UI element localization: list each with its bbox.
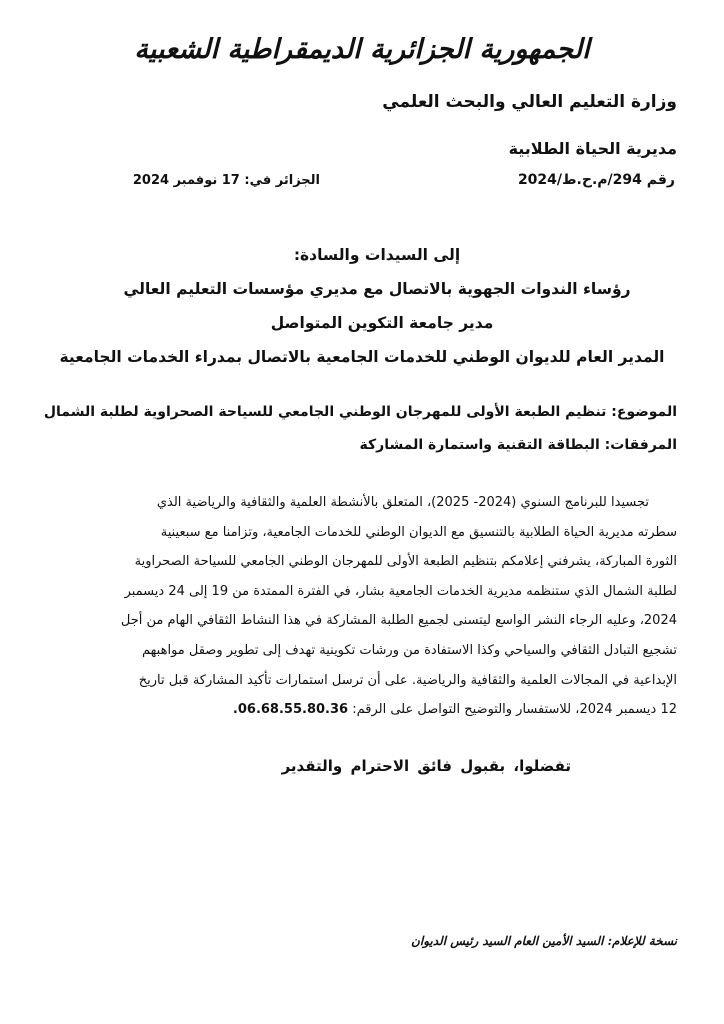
body-line: تشجيع التبادل الثقافي والسياحي وكذا الاستفادة من ورشات تكوينية تهدف إلى تطوير وصقل مواهبهم: [142, 642, 677, 658]
body-line: الإبداعية في المجالات العلمية والثقافية والرياضية. على أن ترسل استمارات تأكيد المشاركة قبل تاريخ: [138, 672, 677, 688]
closing-line: تفضلوا، بقبول فائق الاحترام والتقدير: [281, 757, 571, 775]
contact-phone-number: 06.68.55.80.36.: [232, 702, 349, 718]
recipient-line: المدير العام للديوان الوطني للخدمات الجامعية بالاتصال بمدراء الخدمات الجامعية: [59, 348, 665, 366]
body-line: تجسيدا للبرنامج السنوي (2024- 2025)، المتعلق بالأنشطة العلمية والثقافية والرياضية الذي: [156, 495, 649, 510]
attachments-line: المرفقات: البطاقة التقنية واستمارة المشاركة: [359, 437, 677, 453]
document-date: الجزائر في: 17 نوفمبر 2024: [132, 173, 320, 188]
directorate-name: مديرية الحياة الطلابية: [508, 139, 677, 158]
reference-number: رقم 294/م.ح.ط/2024: [517, 172, 675, 188]
recipients-block: [0, 238, 724, 374]
body-last-line: [47, 695, 677, 725]
body-last-line-text: 12 ديسمبر 2024، للاستفسار والتوضيح التواصل على الرقم:: [352, 702, 677, 718]
body-line: الثورة المباركة، يشرفني إعلامكم بتنظيم الطبعة الأولى للمهرجان الوطني الجامعي للسياحة الصحراوية: [134, 554, 677, 570]
ministry-name: وزارة التعليم العالي والبحث العلمي: [382, 92, 677, 112]
copy-notice: نسخة للإعلام: السيد الأمين العام السيد رئيس الديوان: [411, 934, 677, 948]
body-line: سطرته مديرية الحياة الطلابية بالتنسيق مع الديوان الوطني للخدمات الجامعية، وتزامنا مع سبعينية: [160, 524, 677, 540]
body-line: لطلبة الشمال الذي ستنظمه مديرية الخدمات الجامعية بشار، في الفترة الممتدة من 19 إلى 24 ديسمبر: [124, 583, 677, 599]
recipient-line: رؤساء الندوات الجهوية بالاتصال مع مديري مؤسسات التعليم العالي: [123, 280, 631, 298]
recipients-salutation: إلى السيدات والسادة:: [293, 246, 461, 264]
recipient-line: مدير جامعة التكوين المتواصل: [270, 314, 494, 332]
republic-title: الجمهورية الجزائرية الديمقراطية الشعبية: [134, 34, 590, 65]
subject-line: الموضوع: تنظيم الطبعة الأولى للمهرجان الوطني الجامعي للسياحة الصحراوية لطلبة الشمال: [43, 404, 677, 420]
letter-body: [47, 488, 677, 725]
body-line: 2024، وعليه الرجاء النشر الواسع ليتسنى لجميع الطلبة المشاركة في هذا النشاط الثقافي الهام من أجل: [120, 613, 677, 629]
